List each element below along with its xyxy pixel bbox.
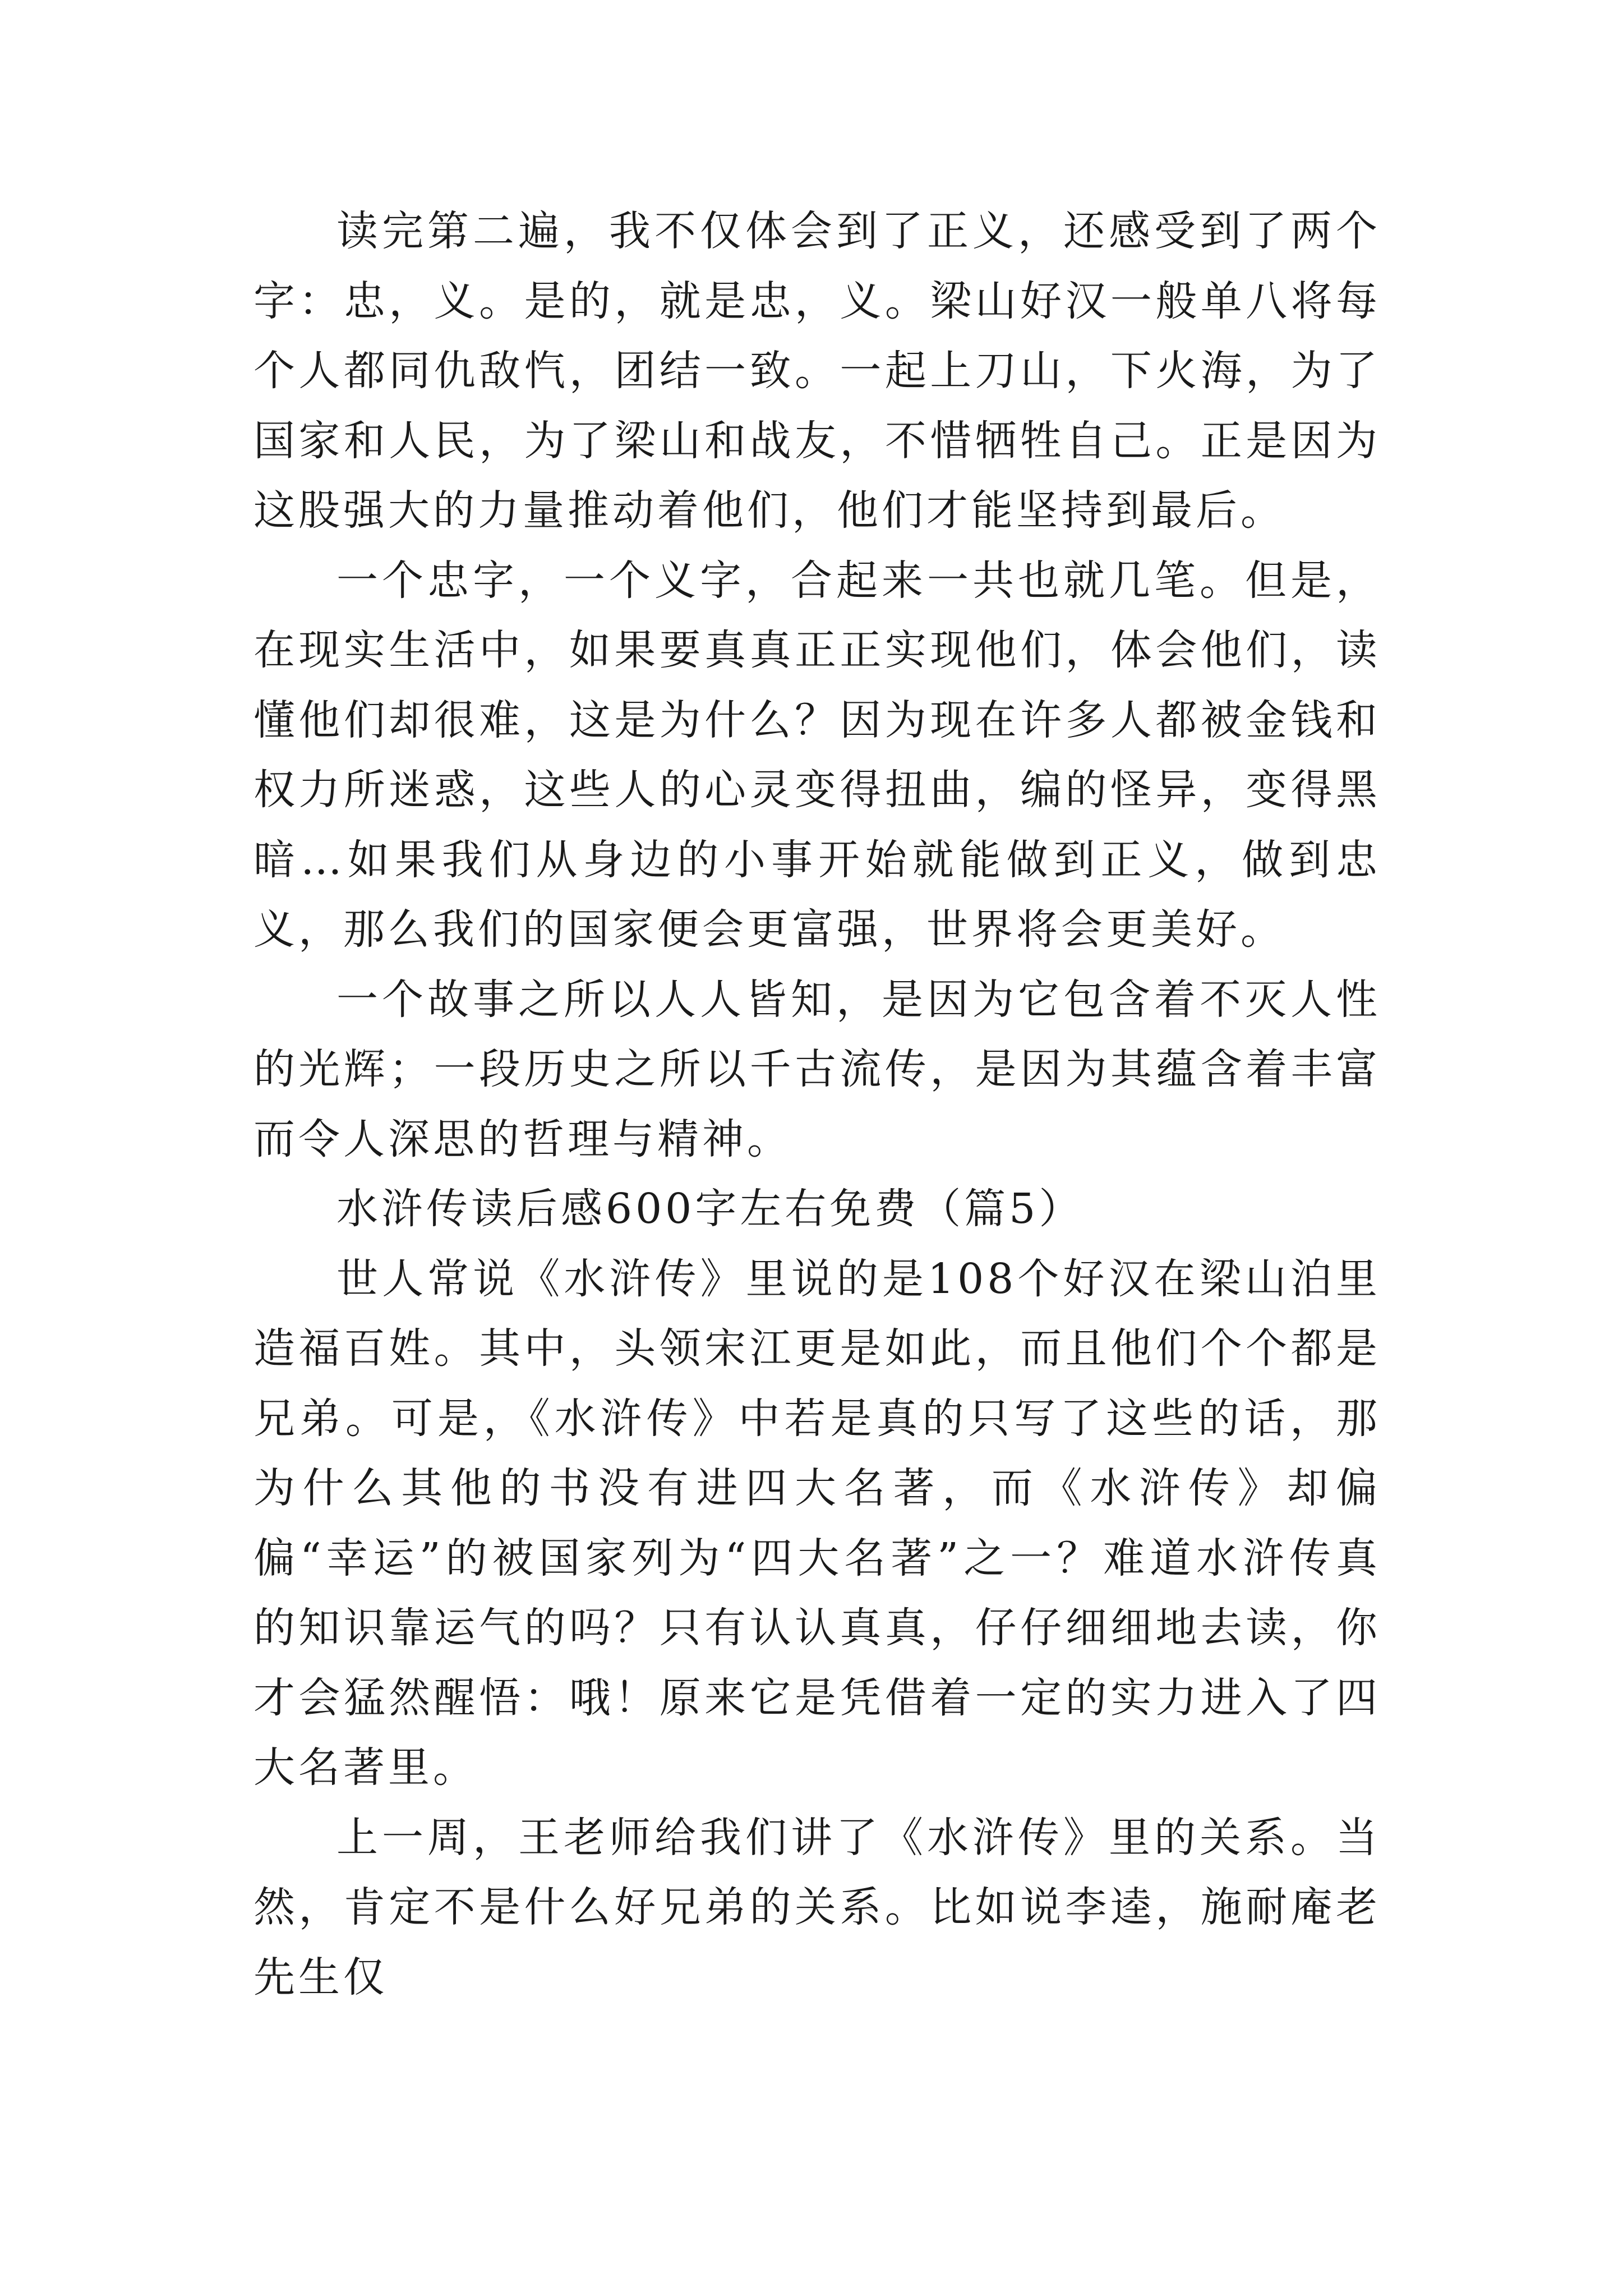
paragraph-loyalty-righteousness: 读完第二遍，我不仅体会到了正义，还感受到了两个字：忠，义。是的，就是忠，义。梁山好汉一般单八将每个人都同仇敌忾，团结一致。一起上刀山，下火海，为了国家和人民，为了梁山和战友，不惜牺牲自己。正是因为这股强大的力量推动着他们，他们才能坚持到最后。 xyxy=(253,207,1381,535)
paragraph-real-life: 一个忠字，一个义字，合起来一共也就几笔。但是，在现实生活中，如果要真真正正实现他们，体会他们，读懂他们却很难，这是为什么？因为现在许多人都被金钱和权力所迷惑，这些人的心灵变得扭曲，编的怪异，变得黑暗…如果我们从身边的小事开始就能做到正义，做到忠义，那么我们的国家便会更富强，世界将会更美好。 xyxy=(253,556,1381,954)
section-heading: 水浒传读后感600字左右免费（篇5） xyxy=(336,1185,1084,1233)
paragraph-108-heroes: 世人常说《水浒传》里说的是108个好汉在梁山泊里造福百姓。其中，头领宋江更是如此，而且他们个个都是兄弟。可是，《水浒传》中若是真的只写了这些的话，那为什么其他的书没有进四大名著，而《水浒传》却偏偏“幸运”的被国家列为“四大名著”之一？难道水浒传真的知识靠运气的吗？只有认认真真，仔仔细细地去读，你才会猛然醒悟：哦！原来它是凭借着一定的实力进入了四大名著里。 xyxy=(253,1254,1381,1792)
document-body xyxy=(253,196,1381,2012)
paragraph-teacher-wang: 上一周，王老师给我们讲了《水浒传》里的关系。当然，肯定不是什么好兄弟的关系。比如说李逵，施耐庵老先生仅 xyxy=(253,1813,1381,2001)
paragraph-story-history: 一个故事之所以人人皆知，是因为它包含着不灭人性的光辉；一段历史之所以千古流传，是因为其蕴含着丰富而令人深思的哲理与精神。 xyxy=(253,975,1381,1163)
